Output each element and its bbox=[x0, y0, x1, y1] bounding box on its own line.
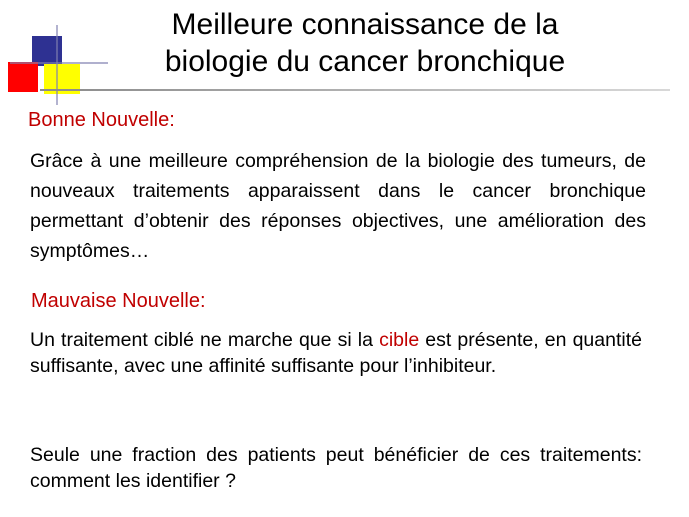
good-news-paragraph: Grâce à une meilleure compréhension de la biologie des tumeurs, de nouveaux traitements apparaissent dans le cancer bronchique permettant d’obtenir des réponses objectives, une amélioration des symptômes… bbox=[30, 150, 646, 262]
good-news-heading: Bonne Nouvelle: bbox=[28, 109, 175, 131]
slide-title bbox=[105, 6, 625, 80]
slide-title-line-1: Meilleure connaissance de la bbox=[171, 8, 559, 41]
logo-red-square bbox=[8, 62, 38, 92]
title-divider bbox=[40, 89, 670, 91]
bad-news-text-end: est présente, en quantité suffisante, avec une affinité suffisante pour l’inhibiteur. bbox=[30, 329, 642, 377]
conclusion-paragraph: Seule une fraction des patients peut bénéficier de ces traitements: comment les identifier ? bbox=[30, 444, 642, 492]
bad-news-paragraph bbox=[30, 327, 642, 379]
bad-news-heading: Mauvaise Nouvelle: bbox=[31, 290, 206, 312]
bad-news-text-start: Un traitement ciblé ne marche que si la bbox=[30, 329, 380, 351]
slide-title-line-2: biologie du cancer bronchique bbox=[164, 45, 566, 78]
highlighted-word-cible: cible bbox=[379, 329, 420, 351]
decorative-squares-logo bbox=[0, 0, 110, 110]
